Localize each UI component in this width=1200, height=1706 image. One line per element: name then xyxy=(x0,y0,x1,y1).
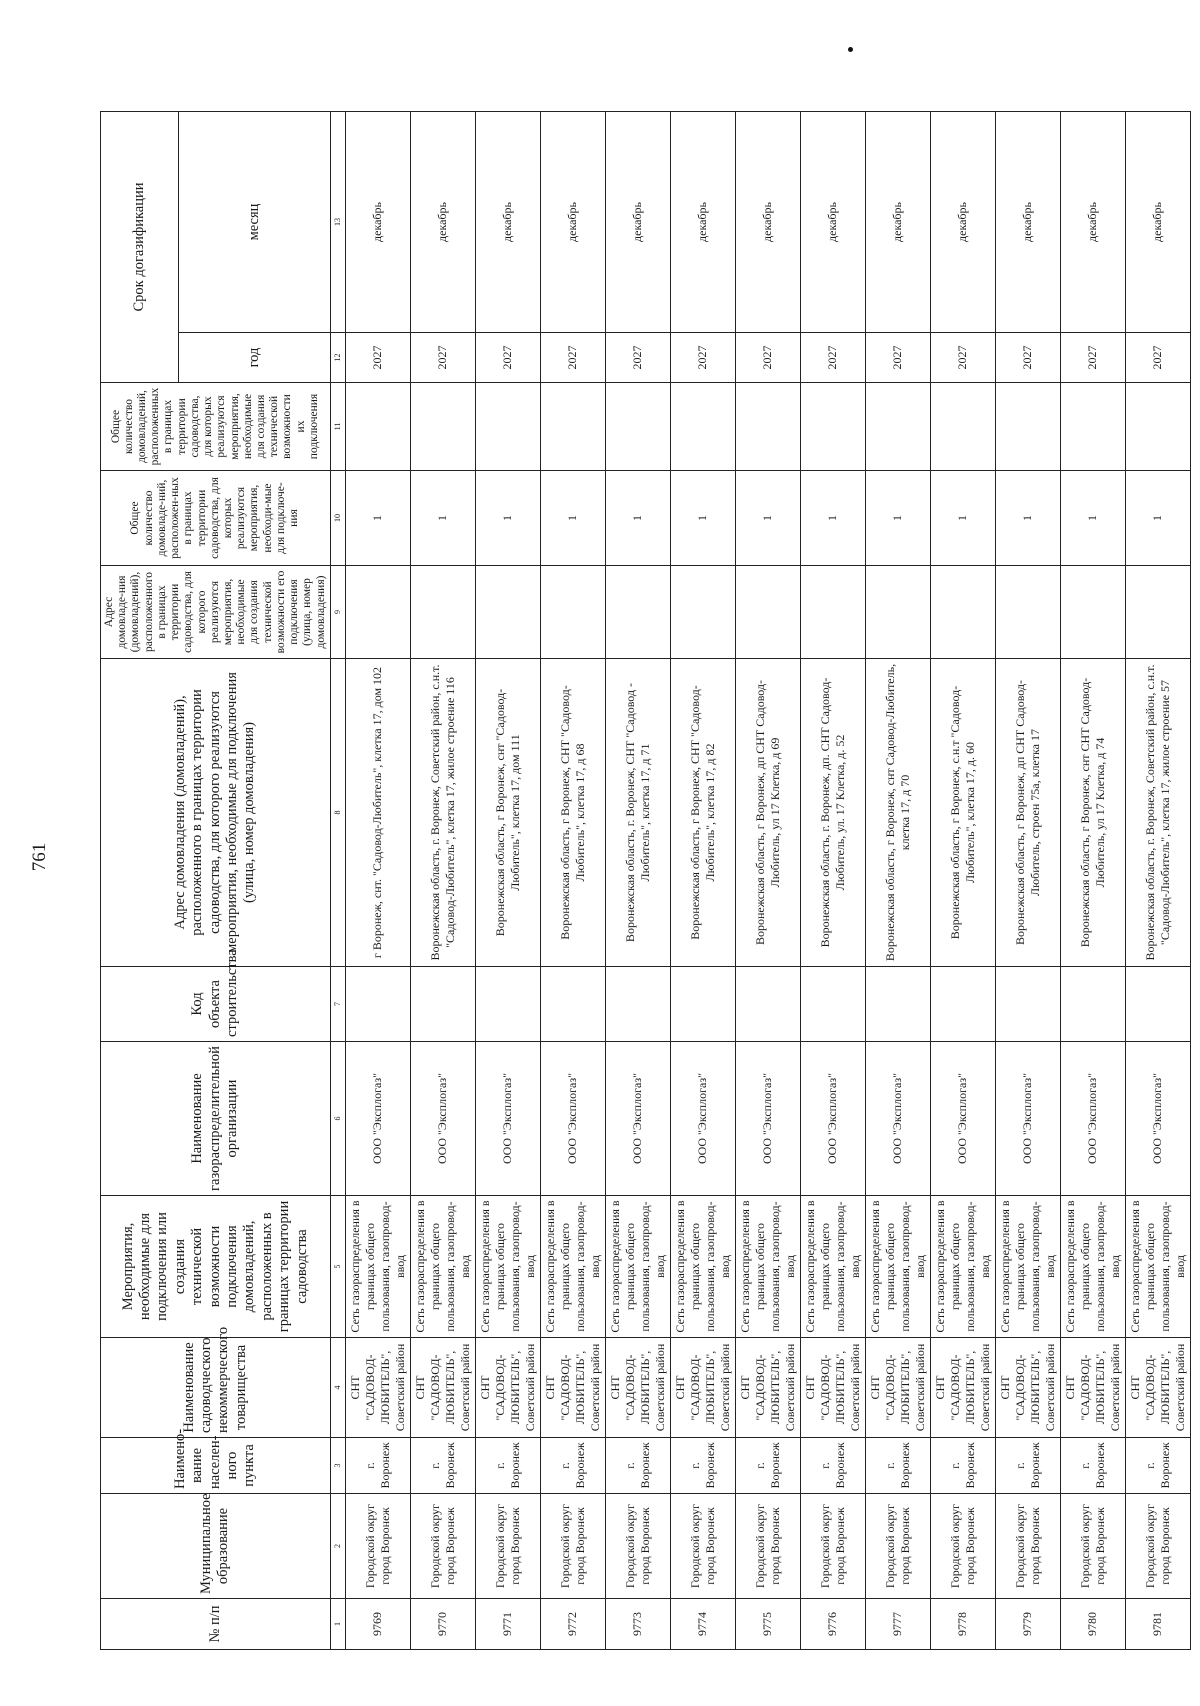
row-address-tech xyxy=(995,566,1060,659)
row-gas-org: ООО "Эксплогаз" xyxy=(735,1042,800,1196)
row-gas-org: ООО "Эксплогаз" xyxy=(475,1042,540,1196)
row-gas-org: ООО "Эксплогаз" xyxy=(930,1042,995,1196)
header-address: Адрес домовладения (домовладений), расположенного в границах территории садоводства, для которого реализуются мероприятия, необходимые для подключения (улица, номер домовладения) xyxy=(101,659,331,967)
row-address-tech xyxy=(410,566,475,659)
row-municipality: Городской округ город Воронеж xyxy=(865,1494,930,1599)
row-address-tech xyxy=(735,566,800,659)
column-number: 12 xyxy=(330,333,345,383)
row-address: Воронежская область, г Воронеж, снт СНТ Садовод-Любитель, ул 17 Клетка, д 74 xyxy=(1060,659,1125,967)
row-gas-org: ООО "Эксплогаз" xyxy=(1060,1042,1125,1196)
row-year: 2027 xyxy=(1125,333,1190,383)
row-measures: Сеть газораспределения в границах общего пользования, газопровод-ввод xyxy=(475,1196,540,1338)
row-num: 9774 xyxy=(670,1599,735,1650)
header-num: № п/п xyxy=(101,1599,331,1650)
row-municipality: Городской округ город Воронеж xyxy=(1125,1494,1190,1599)
row-address-tech xyxy=(605,566,670,659)
row-gas-org: ООО "Эксплогаз" xyxy=(995,1042,1060,1196)
row-gas-org: ООО "Эксплогаз" xyxy=(1125,1042,1190,1196)
row-association: СНТ "САДОВОД-ЛЮБИТЕЛЬ", Советский район xyxy=(540,1338,605,1438)
row-settlement: г. Воронеж xyxy=(865,1438,930,1494)
row-association: СНТ "САДОВОД-ЛЮБИТЕЛЬ", Советский район xyxy=(865,1338,930,1438)
row-month: декабрь xyxy=(345,111,410,332)
row-object-code xyxy=(865,967,930,1042)
row-measures: Сеть газораспределения в границах общего пользования, газопровод-ввод xyxy=(800,1196,865,1338)
row-measures: Сеть газораспределения в границах общего пользования, газопровод-ввод xyxy=(410,1196,475,1338)
row-total-tech xyxy=(865,383,930,471)
header-total-tech: Общее количество домовладений, расположенных в границах территории садоводства, для которых реализуются мероприятия, необходимые для создания технической возможности их подключения xyxy=(101,383,331,471)
table-body xyxy=(330,111,1190,1649)
row-total-connect: 1 xyxy=(670,471,735,566)
table-row xyxy=(345,111,410,1649)
row-total-connect: 1 xyxy=(345,471,410,566)
header-gas-org: Наименование газораспределительной организации xyxy=(101,1042,331,1196)
row-total-connect: 1 xyxy=(605,471,670,566)
row-measures: Сеть газораспределения в границах общего пользования, газопровод-ввод xyxy=(1060,1196,1125,1338)
row-measures: Сеть газораспределения в границах общего пользования, газопровод-ввод xyxy=(930,1196,995,1338)
row-gas-org: ООО "Эксплогаз" xyxy=(540,1042,605,1196)
table-row xyxy=(1125,111,1190,1649)
table-row xyxy=(800,111,865,1649)
row-object-code xyxy=(1125,967,1190,1042)
column-number: 6 xyxy=(330,1042,345,1196)
row-month: декабрь xyxy=(800,111,865,332)
row-total-tech xyxy=(930,383,995,471)
page-number: 761 xyxy=(29,842,50,872)
row-total-tech xyxy=(800,383,865,471)
row-association: СНТ "САДОВОД-ЛЮБИТЕЛЬ", Советский район xyxy=(345,1338,410,1438)
row-association: СНТ "САДОВОД-ЛЮБИТЕЛЬ", Советский район xyxy=(670,1338,735,1438)
row-gas-org: ООО "Эксплогаз" xyxy=(345,1042,410,1196)
row-num: 9781 xyxy=(1125,1599,1190,1650)
row-measures: Сеть газораспределения в границах общего пользования, газопровод-ввод xyxy=(865,1196,930,1338)
row-settlement: г. Воронеж xyxy=(345,1438,410,1494)
table-row xyxy=(1060,111,1125,1649)
table-row xyxy=(930,111,995,1649)
row-month: декабрь xyxy=(930,111,995,332)
row-address-tech xyxy=(1060,566,1125,659)
row-measures: Сеть газораспределения в границах общего пользования, газопровод-ввод xyxy=(1125,1196,1190,1338)
row-num: 9780 xyxy=(1060,1599,1125,1650)
row-address: Воронежская область, г. Воронеж, дп. СНТ Садовод-Любитель, ул. 17 Клетка, д. 52 xyxy=(800,659,865,967)
row-address-tech xyxy=(800,566,865,659)
header-deadline: Срок догазификации xyxy=(101,111,179,382)
header-measures: Мероприятия, необходимые для подключения или создания технической возможности подключения домовладений, расположенных в границах территории садоводства xyxy=(101,1196,331,1338)
row-year: 2027 xyxy=(410,333,475,383)
row-settlement: г. Воронеж xyxy=(410,1438,475,1494)
row-address-tech xyxy=(930,566,995,659)
row-measures: Сеть газораспределения в границах общего пользования, газопровод-ввод xyxy=(995,1196,1060,1338)
table-row xyxy=(670,111,735,1649)
row-address: Воронежская область, г Воронеж, снт Садовод-Любитель, клетка 17, д 70 xyxy=(865,659,930,967)
column-number: 1 xyxy=(330,1599,345,1650)
row-num: 9777 xyxy=(865,1599,930,1650)
row-address-tech xyxy=(345,566,410,659)
row-measures: Сеть газораспределения в границах общего пользования, газопровод-ввод xyxy=(735,1196,800,1338)
row-total-connect: 1 xyxy=(865,471,930,566)
row-address: г Воронеж, снт. "Садовод-Любитель", клетка 17, дом 102 xyxy=(345,659,410,967)
row-municipality: Городской округ город Воронеж xyxy=(735,1494,800,1599)
row-measures: Сеть газораспределения в границах общего пользования, газопровод-ввод xyxy=(345,1196,410,1338)
row-object-code xyxy=(345,967,410,1042)
row-total-connect: 1 xyxy=(995,471,1060,566)
table-row xyxy=(475,111,540,1649)
row-total-connect: 1 xyxy=(735,471,800,566)
row-total-tech xyxy=(670,383,735,471)
row-municipality: Городской округ город Воронеж xyxy=(345,1494,410,1599)
row-year: 2027 xyxy=(800,333,865,383)
row-total-tech xyxy=(1125,383,1190,471)
header-month: месяц xyxy=(179,111,330,332)
row-address: Воронежская область, г. Воронеж, Советский район, с.н.т. "Садовод-Любитель", клетка 17, жилое строение 116 xyxy=(410,659,475,967)
row-num: 9769 xyxy=(345,1599,410,1650)
row-num: 9776 xyxy=(800,1599,865,1650)
column-number: 7 xyxy=(330,967,345,1042)
row-settlement: г. Воронеж xyxy=(605,1438,670,1494)
header-address-tech: Адрес домовладе-ния (домовладений), расположенного в границах территории садоводства, для которого реализуются мероприятия, необходимые для создания технической возможности его подключения (улица, номер домовладения) xyxy=(101,566,331,659)
row-year: 2027 xyxy=(540,333,605,383)
row-measures: Сеть газораспределения в границах общего пользования, газопровод-ввод xyxy=(540,1196,605,1338)
row-association: СНТ "САДОВОД-ЛЮБИТЕЛЬ", Советский район xyxy=(1060,1338,1125,1438)
row-num: 9770 xyxy=(410,1599,475,1650)
row-month: декабрь xyxy=(670,111,735,332)
row-year: 2027 xyxy=(735,333,800,383)
gasification-table xyxy=(100,111,1191,1650)
row-settlement: г. Воронеж xyxy=(930,1438,995,1494)
row-month: декабрь xyxy=(865,111,930,332)
row-total-tech xyxy=(410,383,475,471)
row-month: декабрь xyxy=(995,111,1060,332)
row-year: 2027 xyxy=(345,333,410,383)
row-address: Воронежская область, г Воронеж, СНТ "Садовод-Любитель", клетка 17, д 82 xyxy=(670,659,735,967)
column-number: 8 xyxy=(330,659,345,967)
row-address-tech xyxy=(475,566,540,659)
row-municipality: Городской округ город Воронеж xyxy=(800,1494,865,1599)
row-settlement: г. Воронеж xyxy=(475,1438,540,1494)
row-total-tech xyxy=(995,383,1060,471)
row-settlement: г. Воронеж xyxy=(735,1438,800,1494)
row-association: СНТ "САДОВОД-ЛЮБИТЕЛЬ", Советский район xyxy=(1125,1338,1190,1438)
row-municipality: Городской округ город Воронеж xyxy=(930,1494,995,1599)
row-month: декабрь xyxy=(605,111,670,332)
row-object-code xyxy=(800,967,865,1042)
row-address: Воронежская область, г Воронеж, дп СНТ Садовод-Любитель, строен 75а, клетка 17 xyxy=(995,659,1060,967)
row-num: 9771 xyxy=(475,1599,540,1650)
row-address: Воронежская область, г Воронеж, СНТ "Садовод-Любитель", клетка 17, д 68 xyxy=(540,659,605,967)
row-municipality: Городской округ город Воронеж xyxy=(670,1494,735,1599)
row-total-connect: 1 xyxy=(410,471,475,566)
row-settlement: г. Воронеж xyxy=(1060,1438,1125,1494)
table-row xyxy=(865,111,930,1649)
table-row xyxy=(540,111,605,1649)
row-settlement: г. Воронеж xyxy=(1125,1438,1190,1494)
row-association: СНТ "САДОВОД-ЛЮБИТЕЛЬ", Советский район xyxy=(410,1338,475,1438)
row-total-connect: 1 xyxy=(475,471,540,566)
row-year: 2027 xyxy=(865,333,930,383)
row-association: СНТ "САДОВОД-ЛЮБИТЕЛЬ", Советский район xyxy=(735,1338,800,1438)
row-object-code xyxy=(670,967,735,1042)
row-month: декабрь xyxy=(475,111,540,332)
row-object-code xyxy=(995,967,1060,1042)
row-settlement: г. Воронеж xyxy=(800,1438,865,1494)
row-association: СНТ "САДОВОД-ЛЮБИТЕЛЬ", Советский район xyxy=(930,1338,995,1438)
column-number: 9 xyxy=(330,566,345,659)
row-total-connect: 1 xyxy=(1125,471,1190,566)
column-number: 3 xyxy=(330,1438,345,1494)
table-header xyxy=(101,111,331,1649)
row-total-connect: 1 xyxy=(800,471,865,566)
row-association: СНТ "САДОВОД-ЛЮБИТЕЛЬ", Советский район xyxy=(995,1338,1060,1438)
row-association: СНТ "САДОВОД-ЛЮБИТЕЛЬ", Советский район xyxy=(605,1338,670,1438)
row-total-tech xyxy=(605,383,670,471)
scan-speck xyxy=(848,47,853,52)
header-total-connect: Общее количество домовладе-ний, расположен-ных в границах территории садоводства, для которых реализуются мероприятия, необходи-мые для подключе-ния xyxy=(101,471,331,566)
row-address: Воронежская область, г. Воронеж, Советский район, с.н.т. "Садовод-Любитель", клетка 17, жилое строение 57 xyxy=(1125,659,1190,967)
row-address: Воронежская область, г Воронеж, снт "Садовод-Любитель", клетка 17, дом 111 xyxy=(475,659,540,967)
row-object-code xyxy=(930,967,995,1042)
row-year: 2027 xyxy=(995,333,1060,383)
header-settlement: Наимено-вание населен-ного пункта xyxy=(101,1438,331,1494)
row-month: декабрь xyxy=(540,111,605,332)
row-municipality: Городской округ город Воронеж xyxy=(995,1494,1060,1599)
row-address: Воронежская область, г Воронеж, дп СНТ Садовод-Любитель, ул 17 Клетка, д 69 xyxy=(735,659,800,967)
row-total-tech xyxy=(540,383,605,471)
row-total-connect: 1 xyxy=(540,471,605,566)
row-association: СНТ "САДОВОД-ЛЮБИТЕЛЬ", Советский район xyxy=(800,1338,865,1438)
row-month: декабрь xyxy=(735,111,800,332)
row-measures: Сеть газораспределения в границах общего пользования, газопровод-ввод xyxy=(605,1196,670,1338)
header-object-code: Код объекта строительства xyxy=(101,967,331,1042)
row-object-code xyxy=(540,967,605,1042)
row-num: 9778 xyxy=(930,1599,995,1650)
gasification-table-sheet xyxy=(100,112,1187,1650)
row-municipality: Городской округ город Воронеж xyxy=(605,1494,670,1599)
row-gas-org: ООО "Эксплогаз" xyxy=(410,1042,475,1196)
row-num: 9775 xyxy=(735,1599,800,1650)
row-address-tech xyxy=(1125,566,1190,659)
row-object-code xyxy=(605,967,670,1042)
row-year: 2027 xyxy=(605,333,670,383)
header-municipality: Муниципальное образование xyxy=(101,1494,331,1599)
row-year: 2027 xyxy=(1060,333,1125,383)
row-address: Воронежская область, г Воронеж, с.н.т "Садовод-Любитель", клетка 17, д. 60 xyxy=(930,659,995,967)
row-total-tech xyxy=(1060,383,1125,471)
row-settlement: г. Воронеж xyxy=(540,1438,605,1494)
table-row xyxy=(995,111,1060,1649)
row-municipality: Городской округ город Воронеж xyxy=(540,1494,605,1599)
column-number: 2 xyxy=(330,1494,345,1599)
row-address-tech xyxy=(670,566,735,659)
row-object-code xyxy=(410,967,475,1042)
row-gas-org: ООО "Эксплогаз" xyxy=(865,1042,930,1196)
row-year: 2027 xyxy=(930,333,995,383)
row-address-tech xyxy=(865,566,930,659)
row-address: Воронежская область, г. Воронеж, СНТ "Садовод - Любитель", клетка 17, д 71 xyxy=(605,659,670,967)
row-total-tech xyxy=(735,383,800,471)
row-measures: Сеть газораспределения в границах общего пользования, газопровод-ввод xyxy=(670,1196,735,1338)
column-number: 4 xyxy=(330,1338,345,1438)
row-association: СНТ "САДОВОД-ЛЮБИТЕЛЬ", Советский район xyxy=(475,1338,540,1438)
row-total-tech xyxy=(345,383,410,471)
row-gas-org: ООО "Эксплогаз" xyxy=(605,1042,670,1196)
header-year: год xyxy=(179,333,330,383)
header-association: Наименование садоводческого некоммерческого товарищества xyxy=(101,1338,331,1438)
row-gas-org: ООО "Эксплогаз" xyxy=(670,1042,735,1196)
row-total-connect: 1 xyxy=(930,471,995,566)
column-number: 13 xyxy=(330,111,345,332)
row-gas-org: ООО "Эксплогаз" xyxy=(800,1042,865,1196)
row-month: декабрь xyxy=(1125,111,1190,332)
row-municipality: Городской округ город Воронеж xyxy=(475,1494,540,1599)
row-num: 9772 xyxy=(540,1599,605,1650)
table-row xyxy=(410,111,475,1649)
table-row xyxy=(605,111,670,1649)
table-row xyxy=(735,111,800,1649)
column-number: 5 xyxy=(330,1196,345,1338)
row-year: 2027 xyxy=(475,333,540,383)
row-address-tech xyxy=(540,566,605,659)
column-number: 11 xyxy=(330,383,345,471)
row-month: декабрь xyxy=(1060,111,1125,332)
column-number-row xyxy=(330,111,345,1649)
row-year: 2027 xyxy=(670,333,735,383)
row-num: 9779 xyxy=(995,1599,1060,1650)
row-object-code xyxy=(1060,967,1125,1042)
row-num: 9773 xyxy=(605,1599,670,1650)
row-object-code xyxy=(735,967,800,1042)
row-total-tech xyxy=(475,383,540,471)
row-municipality: Городской округ город Воронеж xyxy=(410,1494,475,1599)
row-settlement: г. Воронеж xyxy=(670,1438,735,1494)
row-object-code xyxy=(475,967,540,1042)
row-month: декабрь xyxy=(410,111,475,332)
column-number: 10 xyxy=(330,471,345,566)
row-municipality: Городской округ город Воронеж xyxy=(1060,1494,1125,1599)
row-total-connect: 1 xyxy=(1060,471,1125,566)
row-settlement: г. Воронеж xyxy=(995,1438,1060,1494)
